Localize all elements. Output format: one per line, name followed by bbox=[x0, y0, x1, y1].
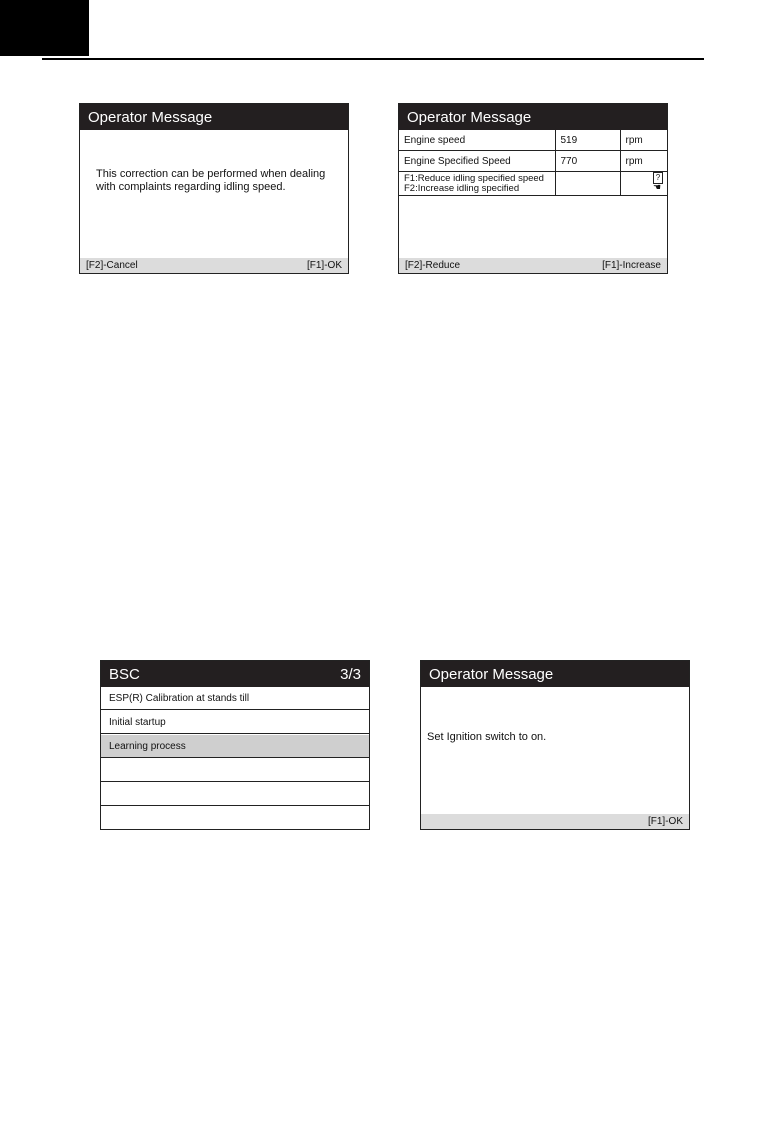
message-line: with complaints regarding idling speed. bbox=[96, 181, 286, 193]
menu-list bbox=[101, 687, 369, 831]
operator-message-screen-cancel-ok bbox=[79, 103, 349, 274]
footer-bar bbox=[80, 258, 348, 273]
param-unit: rpm bbox=[620, 151, 667, 172]
param-label: Engine Specified Speed bbox=[399, 151, 555, 172]
list-item[interactable] bbox=[101, 759, 369, 782]
hint-cell bbox=[399, 172, 555, 196]
parameter-table bbox=[399, 130, 667, 196]
screen-title-bar bbox=[80, 104, 348, 130]
screen-title-bar bbox=[399, 104, 667, 130]
table-row bbox=[399, 172, 667, 196]
ok-button[interactable]: [F1]-OK bbox=[306, 260, 342, 271]
page-indicator: 3/3 bbox=[340, 666, 361, 683]
hint-line: F2:Increase idling specified bbox=[404, 182, 520, 194]
footer-bar bbox=[399, 258, 667, 273]
footer-bar bbox=[421, 814, 689, 829]
ok-button[interactable]: [F1]-OK bbox=[647, 816, 683, 827]
screen-title: Operator Message bbox=[407, 109, 532, 126]
list-item[interactable]: ESP(R) Calibration at stands till bbox=[101, 687, 369, 710]
help-icon[interactable] bbox=[652, 172, 664, 192]
increase-button[interactable]: [F1]-Increase bbox=[602, 260, 661, 271]
bsc-menu-screen bbox=[100, 660, 370, 830]
screen-title: Operator Message bbox=[429, 666, 554, 683]
screen-title: Operator Message bbox=[88, 109, 213, 126]
message-text: Set Ignition switch to on. bbox=[427, 731, 547, 743]
operator-message-screen-ignition bbox=[420, 660, 690, 830]
pointer-hand-icon: ☚ bbox=[653, 182, 662, 192]
table-row bbox=[399, 130, 667, 151]
help-cell bbox=[620, 172, 667, 196]
list-item-selected[interactable]: Learning process bbox=[101, 735, 369, 758]
hint-line: F1:Reduce idling specified speed bbox=[404, 172, 544, 184]
reduce-button[interactable]: [F2]-Reduce bbox=[405, 260, 461, 271]
list-item[interactable]: Initial startup bbox=[101, 711, 369, 734]
param-unit: rpm bbox=[620, 130, 667, 151]
question-mark-icon: ? bbox=[653, 172, 663, 184]
param-label: Engine speed bbox=[399, 130, 555, 151]
message-text bbox=[96, 168, 325, 194]
table-row bbox=[399, 151, 667, 172]
header-rule bbox=[42, 58, 704, 60]
operator-message-screen-idle-speed bbox=[398, 103, 668, 274]
list-item[interactable] bbox=[101, 783, 369, 806]
param-value: 519 bbox=[555, 130, 620, 151]
param-value: 770 bbox=[555, 151, 620, 172]
empty-cell bbox=[555, 172, 620, 196]
screen-title-bar bbox=[101, 661, 369, 687]
screen-title: BSC bbox=[109, 666, 140, 683]
page-corner-marker bbox=[0, 0, 89, 56]
message-line: This correction can be performed when dealing bbox=[96, 168, 326, 180]
list-item[interactable] bbox=[101, 807, 369, 830]
cancel-button[interactable]: [F2]-Cancel bbox=[86, 260, 138, 271]
screen-title-bar bbox=[421, 661, 689, 687]
